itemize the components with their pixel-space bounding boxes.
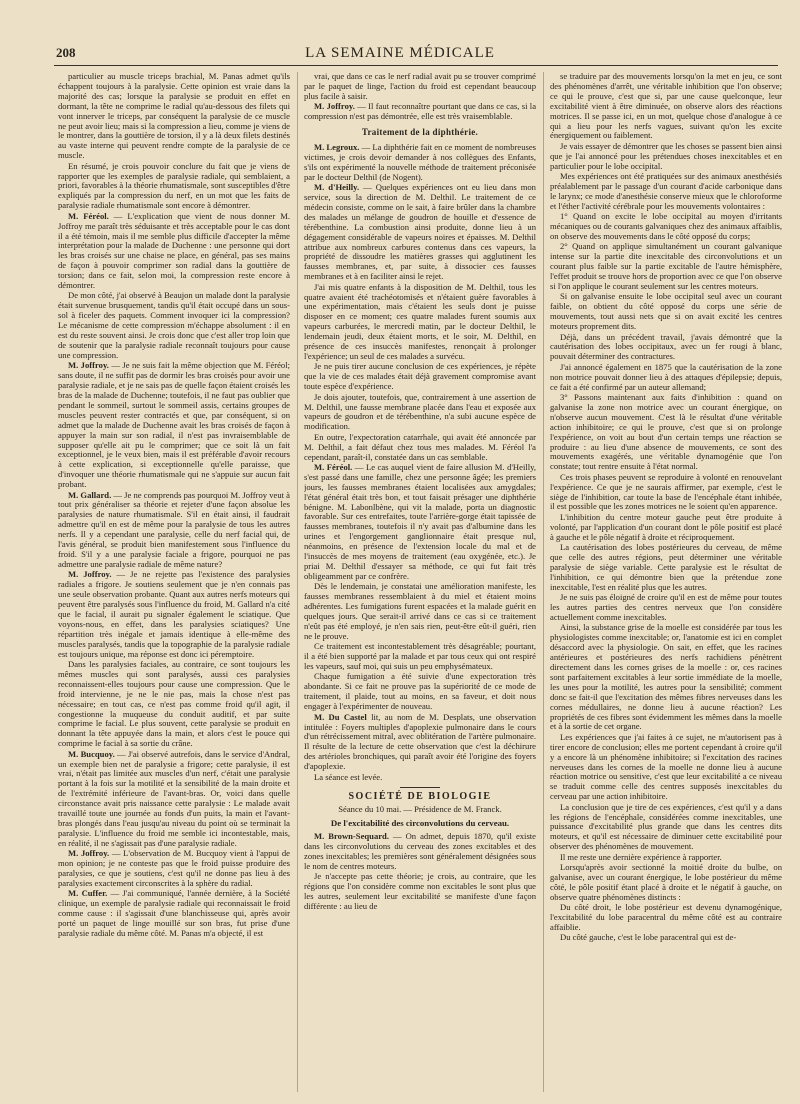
- page-header: [0, 45, 800, 67]
- speaker-name: M. Joffroy.: [68, 360, 109, 371]
- paragraph-text: — Il faut reconnaître pourtant que dans ce cas, si la compression n'est pas démontrée, elle est très vraisemblable.: [304, 101, 536, 122]
- paragraph-text: Chaque fumigation a été suivie d'une expectoration très abondante. Si ce fait ne prouve pas la supériorité de ce mode de traitement, il plaide, tout au moins, en sa faveur, et doit nous engager à l'expérimenter de nouveau.: [304, 671, 536, 712]
- paragraph: [304, 642, 536, 672]
- paragraph-text: vrai, que dans ce cas le nerf radial avait pu se trouver comprimé par le paquet de linge, l'action du froid est cependant beaucoup plus facile à saisir.: [304, 72, 536, 101]
- paragraph: [304, 283, 536, 362]
- paragraph-text: — L'explication que vient de nous donner M. Joffroy me paraît très séduisante et très acceptable pour le cas dont il a été témoin, mais il me semble plus difficile d'accepter la même interprétation pour la malade de Duchenne : une personne qui dort les bras croisés sur une chaise ne place, en général, pas ses mains de façon à pouvoir comprimer son radial dans la gouttière de torsion; dans ce fait, selon moi, la compression reste encore à démontrer.: [58, 210, 290, 291]
- paragraph-text: Ce traitement est incontestablement très désagréable; pourtant, il a été bien supporté par la malade et par tous ceux qui ont respiré les vapeurs, sauf moi, qui suis un peu emphysémateux.: [304, 641, 536, 672]
- paragraph-text: — J'ai communiqué, l'année dernière, à la Société clinique, un exemple de paralysie radiale qui reconnaissait le froid comme cause : il s'agissait d'une blanchisseuse qui, après avoir porté un paquet de linge mouillé sur son bras, fut prise d'une paralysie radiale du même côté. M. Panas m'a objecté, il est: [58, 888, 290, 938]
- paragraph: [304, 872, 536, 912]
- speaker-name: M. Joffroy.: [68, 569, 112, 580]
- speaker-name: M. Bucquoy.: [68, 748, 115, 759]
- subsection-title: De l'excitabilité des circonvolutions du cerveau.: [330, 818, 510, 829]
- paragraph-text: Déjà, dans un précédent travail, j'avais démontré que la cautérisation des lobes occipitaux, avec un fer rougi à blanc, pouvait déterminer des contractures.: [550, 331, 782, 362]
- paragraph-text: 1° Quand on excite le lobe occipital au moyen d'irritants mécaniques ou de courants galvaniques chez des animaux affaiblis, on observe des mouvements dans le côté opposé du corps;: [550, 211, 782, 241]
- paragraph-text: Du côté gauche, c'est le lobe paracentral qui est de-: [560, 932, 737, 943]
- paragraph: [58, 889, 290, 939]
- paragraph: [550, 513, 782, 543]
- speaker-name: M. Joffroy.: [314, 101, 355, 112]
- paragraph-text: 2° Quand on applique simultanément un courant galvanique intense sur la partie dite inexcitable des circonvolutions et un courant plus faible sur la partie excitable de l'autre hémisphère, l'effet produit se trouve hors de proportion avec ce que l'on observe si l'on applique le courant seulement sur les centres moteurs.: [550, 241, 782, 292]
- paragraph: [58, 212, 290, 291]
- paragraph: [304, 393, 536, 433]
- paragraph: [304, 773, 536, 783]
- paragraph: [304, 72, 536, 102]
- paragraph: [304, 143, 536, 183]
- paragraph: [58, 491, 290, 570]
- paragraph: [58, 750, 290, 849]
- paragraph: [550, 142, 782, 172]
- paragraph: [304, 362, 536, 392]
- paragraph-text: Je ne puis tirer aucune conclusion de ces expériences, je répète que la vie de ces malades était déjà gravement compromise avant toute espèce d'expérience.: [304, 361, 536, 392]
- journal-title: LA SEMAINE MÉDICALE: [305, 45, 495, 61]
- paragraph-text: La séance est levée.: [314, 771, 383, 782]
- paragraph-text: J'ai mis quatre enfants à la disposition de M. Delthil, tous les quatre avaient été trachéotomisés et n'étaient guère favorables à une expérimentation, mais c'étaient les seuls dont je puisse disposer en ce moment; ces quatre malades furent soumis aux vapeurs carburées, le mercredi matin, par le docteur Delthil, le lendemain jeudi, deux étaient morts, et le soir, M. Delthil, en présence de ces insuccès manifestes, renonçait à prolonger l'expérience; un seul de ces malades a survécu.: [304, 281, 536, 361]
- paragraph-text: Je vais essayer de démontrer que les choses se passent bien ainsi que je l'ai annoncé pour les prétendues choses inexcitables et en particulier pour le lobe occipital.: [550, 140, 782, 171]
- paragraph: [304, 102, 536, 122]
- paragraph-text: L'inhibition du centre moteur gauche peut être produite à volonté, par l'application d'un courant dont le pôle positif est placé à gauche et le pôle négatif à droite et réciproquement.: [550, 511, 782, 542]
- column-3: [550, 72, 782, 1092]
- paragraph-text: Dès le lendemain, je constatai une amélioration manifeste, les fausses membranes ressemblaient à du miel et étaient moins adhérentes. Les fumigations furent espacées et la malade guérit en quelques jours. Que serait-il arrivé dans ce cas si ce traitement n'eût pas été employé, je n'en sais rien, peut-être eût-il guéri, rien ne le prouve.: [304, 581, 536, 641]
- paragraph: [550, 212, 782, 242]
- speaker-name: M. Cuffer.: [68, 888, 108, 899]
- paragraph: [550, 473, 782, 513]
- session-line: Séance du 10 mai. — Présidence de M. Franck.: [338, 804, 502, 815]
- paragraph: [304, 433, 536, 463]
- paragraph-text: Je ne suis pas éloigné de croire qu'il en est de même pour toutes les autres parties des centres nerveux que l'on considère actuellement comme inexcitables.: [550, 592, 782, 622]
- paragraph-text: Je dois ajouter, toutefois, que, contrairement à une assertion de M. Delthil, une fausse membrane placée dans l'eau et exposée aux vapeurs de goudron et de térébenthine, n'a subi aucune espèce de modification.: [304, 391, 536, 432]
- paragraph: [304, 463, 536, 582]
- column-divider: [297, 72, 298, 1092]
- paragraph-text: — Je ne suis fait la même objection que M. Féréol; sans doute, il ne suffit pas de dormir les bras croisés pour avoir une paralysie radiale, et je ne sais pas de quelle façon étaient croisés les bras de la malade de Duchenne; toutefois, il ne faut pas oublier que pendant le sommeil, surtout le sommeil assis, certains groupes de muscles peuvent rester contractés et que, par conséquent, si on admet que la malade de Duchenne avait les bras croisés de façon à appuyer la main sur son radial, il n'est pas invraisemblable de supposer qu'elle ait pu le comprimer; que ce soit là un fait exceptionnel, je le veux bien, mais il est préférable d'avoir recours à cette explication, si exceptionnelle qu'elle paraisse, que d'invoquer une théorie rhumatismale qui ne s'appuie sur aucun fait probant.: [58, 360, 290, 490]
- paragraph-text: — J'ai observé autrefois, dans le service d'Andral, un exemple bien net de paralysie a frigore; cette paralysie, il est vrai, n'était pas limitée aux muscles d'un nerf, c'était une paralysie portant à la fois sur la motilité et la sensibilité de la main droite et de l'extrémité inférieure de l'avant-bras. Or, voici dans quelle circonstance avait pris naissance cette paralysie : Le malade avait travaillé toute une journée au fonds d'un puits, la main et l'avant-bras plongés dans l'eau jusqu'au niveau du point où se terminait la paralysie. L'influence du froid me semble ici incontestable, mais, en réalité, il ne s'agissait pas d'une paralysie radiale.: [58, 748, 290, 848]
- speaker-name: M. Féréol.: [314, 461, 353, 472]
- paragraph-text: lit, au nom de M. Desplats, une observation intitulée : Foyers multiples d'apoplexie pulmonaire dans le cours d'un rétrécissement mitral, avec oblitération de l'artère pulmonaire. Il résulte de la lecture de cette observation que c'est la déchirure des artérioles bronchiques, qui paraît avoir été l'origine des foyers d'apoplexie.: [304, 711, 536, 772]
- paragraph-text: Je n'accepte pas cette théorie; je crois, au contraire, que les régions que l'on considère comme non excitables le sont plus que les autres, seulement leur excitabilité se manifeste d'une façon différente : au lieu de: [304, 871, 536, 912]
- paragraph-text: Dans les paralysies faciales, au contraire, ce sont toujours les mêmes muscles qui sont paralysés, aussi ces paralysies reconnaissent-elles toujours pour cause une compression. Que le froid intervienne, je ne le nie pas, mais la chose n'est pas nécessaire; en tout cas, ce n'est pas comme froid qu'il agit, il congestionne la muqueuse du conduit auditif, et par suite comprime le facial. Le plus souvent, cette paralysie se produit en donnant la tête appuyée dans la main, et alors c'est le pouce qui comprime le facial à sa sortie du crâne.: [58, 658, 290, 749]
- paragraph-text: — La diphthérie fait en ce moment de nombreuses victimes, je crois devoir demander à nos collègues des Enfants, s'ils ont expérimenté la nouvelle méthode de traitement préconisée par le docteur Delthil (de Nogent).: [304, 141, 536, 182]
- paragraph-text: Lorsqu'après avoir sectionné la moitié droite du bulbe, on galvanise, avec un courant énergique, le lobe postérieur du même côté, le pôle positif étant placé à droite et le négatif à gauche, on observe quatre phénomènes distincts :: [550, 862, 782, 902]
- column-2: [304, 72, 536, 1092]
- paragraph: [304, 672, 536, 712]
- speaker-name: M. Du Castel: [314, 711, 367, 722]
- column-1: [58, 72, 290, 1092]
- paragraph-text: En résumé, je crois pouvoir conclure du fait que je viens de rapporter que les exemples de paralysie radiale, qui semblaient, a priori, favorables à la théorie rhumatismale, sont susceptibles d'être expliqués par la compression du nerf, en un mot que les faits de paralysie radiale rhumatismale sont encore à démontrer.: [58, 160, 290, 211]
- paragraph: [58, 570, 290, 659]
- paragraph-text: Les expériences que j'ai faites à ce sujet, ne m'autorisent pas à tirer encore de conclusion; elles me portent cependant à croire qu'il y a encore là un phénomène inhibitoire; si l'excitation des racines nerveuses dans les cornes de la moelle ne donne lieu à aucune réaction motrice ou sensitive, c'est que leur excitabilité a ce niveau se traduit comme celle des centres supposés inexcitables du cerveau par une action inhibitoire.: [550, 731, 782, 802]
- paragraph: [550, 393, 782, 472]
- speaker-name: M. Legroux.: [314, 141, 360, 152]
- paragraph: [58, 849, 290, 889]
- paragraph: [304, 713, 536, 772]
- society-title: SOCIÉTÉ DE BIOLOGIE: [348, 791, 492, 803]
- paragraph-text: se traduire par des mouvements lorsqu'on la met en jeu, ce sont des phénomènes d'arrêt, une véritable inhibition que l'on observe; ce qui le prouve, c'est que si, par une cause quelconque, leur excitabilité vient à être diminuée, on observe alors des réactions motrices. Il se passe ici, en un mot, quelque chose d'analogue à ce qui a lieu pour les nerfs vagues, suivant qu'on les excite énergiquement ou faiblement.: [550, 72, 782, 141]
- paragraph: [550, 863, 782, 903]
- paragraph-text: — Je ne comprends pas pourquoi M. Joffroy veut à tout prix généraliser sa théorie et rejeter d'une façon absolue les paralysies de nature rhumatismale. S'il en était ainsi, il faudrait admettre qu'il en est de même pour la paralysie de tous les autres nerfs. Il y a cependant une paralysie, celle du nerf facial qui, de l'avis général, se produit bien manifestement sous l'influence du froid. S'il y a une paralysie faciale a frigore, pourquoi ne pas admettre une paralysie radiale de même nature?: [58, 489, 290, 569]
- column-divider: [543, 72, 544, 1092]
- paragraph-text: En outre, l'expectoration catarrhale, qui avait été annoncée par M. Delthil, a fait défaut chez tous mes malades. M. Féréol l'a cependant, paraît-il, constatée dans un cas semblable.: [304, 431, 536, 462]
- paragraph-text: 3° Passons maintenant aux faits d'inhibition : quand on galvanise la zone non motrice avec un courant énergique, on n'observe aucun mouvement. C'est là le résultat d'une véritable action inhibitoire; ce qui le prouve, c'est que si on prolonge l'expérience, on voit au bout d'un certain temps une réaction se produire : au lieu d'une absence de mouvements, ce sont des mouvements exagérés, une véritable dynamogénie que l'on constate; tout rentre ensuite à l'état normal.: [550, 392, 782, 472]
- paragraph: [304, 832, 536, 872]
- paragraph-text: Ainsi, la substance grise de la moelle est considérée par tous les physiologistes comme inexcitable; or, l'anatomie est ici en complet désaccord avec la physiologie. On sait, en effet, que les racines antérieures et postérieures des nerfs rachidiens pénètrent directement dans les cornes grises de la moelle : or, ces racines sont parfaitement excitables à leur sortie immédiate de la moelle, les unes pour la motilité, les autres pour la sensibilité; comment donc se fait-il que l'excitation des mêmes fibres nerveuses dans les cornes médullaires, ne donne lieu à aucune réaction? Les propriétés de ces fibres sont évidemment les mêmes dans la moelle et à la sortie de cet organe.: [550, 622, 782, 732]
- paragraph-text: J'ai annoncé également en 1875 que la cautérisation de la zone non motrice pouvait donner lieu à des attaques d'épilepsie; depuis, ce fait a été confirmé par un auteur allemand;: [550, 361, 782, 392]
- paragraph: [550, 733, 782, 802]
- paragraph-text: Du côté droit, le lobe postérieur est devenu dynamogénique, l'excitabilité du lobe paracentral du même côté est au contraire affaiblie.: [550, 902, 782, 933]
- paragraph: [550, 803, 782, 853]
- speaker-name: M. Féréol.: [68, 210, 109, 221]
- paragraph: [550, 593, 782, 623]
- paragraph-text: La cautérisation des lobes postérieures du cerveau, de même que celle des autres régions, peut déterminer une véritable paralysie de siège variable. Cette paralysie est le résultat de l'inhibition, ce qui démontre bien que la prétendue zone inexcitable, l'est en réalité plus que les autres.: [550, 542, 782, 592]
- paragraph: [550, 172, 782, 212]
- page-number: 208: [56, 45, 76, 60]
- paragraph: [304, 183, 536, 282]
- speaker-name: M. Joffroy.: [68, 848, 110, 859]
- paragraph: [550, 292, 782, 332]
- paragraph: [550, 543, 782, 593]
- paragraph-text: De mon côté, j'ai observé à Beaujon un malade dont la paralysie était survenue brusquement, tandis qu'il était occupé dans un sous-sol à ficeler des paquets. Comment invoquer ici la compression? Le mécanisme de cette compression m'échappe absolument : il en est du reste souvent ainsi. Je crois donc que c'est aller trop loin que de soutenir que la paralysie radiale reconnaît toujours pour cause une compression.: [58, 290, 290, 360]
- paragraph: [550, 623, 782, 732]
- paragraph: [550, 933, 782, 943]
- society-rule: [400, 787, 440, 788]
- paragraph-text: — On admet, depuis 1870, qu'il existe dans les circonvolutions du cerveau des zones excitables et des zones inexcitables; les premières sont généralement désignées sous le nom de centres moteurs.: [304, 831, 536, 871]
- paragraph: [58, 660, 290, 749]
- paragraph: [58, 291, 290, 360]
- paragraph: [304, 582, 536, 641]
- paragraph-text: Ces trois phases peuvent se reproduire à volonté en renouvelant l'expérience. Ce que je ne saurais affirmer, par exemple, c'est le siège de l'inhibition, car toute la base de l'encéphale étant inhibée, il est possible que les zones motrices ne le soient qu'en apparence.: [550, 471, 782, 512]
- speaker-name: M. d'Heilly.: [314, 182, 360, 193]
- section-title: Traitement de la diphthérie.: [361, 127, 479, 138]
- paragraph: [550, 333, 782, 363]
- paragraph-text: particulier au muscle triceps brachial, M. Panas admet qu'ils échappent toujours à la paralysie. Cette opinion est vraie dans la majorité des cas; lorsque la paralysie se produit en effet en dormant, la tête ne comprime le radial qu'au-dessous des filets qui vont innerver le triceps, par conséquent la paralysie de ce muscle ne peut avoir lieu; mais si la compression a lieu, comme je viens de le montrer, dans la gouttière de torsion, il y a là deux filets destinés au vaste interne qui peuvent rendre compte de la paralysie de ce muscle.: [58, 72, 290, 161]
- paragraph: [550, 363, 782, 393]
- text-columns: [58, 72, 782, 1092]
- paragraph-text: La conclusion que je tire de ces expériences, c'est qu'il y a dans les régions de l'encéphale, considérées comme inexcitables, une puissance d'excitabilité plus grande que dans les centres dits moteurs, et qu'il est nécessaire de diminuer cette excitabilité pour observer des phénomènes de mouvement.: [550, 801, 782, 852]
- speaker-name: M. Brown-Sequard.: [314, 831, 389, 842]
- paragraph-text: — Quelques expériences ont eu lieu dans mon service, sous la direction de M. Delthil. Le traitement de ce médecin consiste, comme on le sait, à faire brûler dans la chambre des malades un mélange de goudron de houille et d'essence de térébenthine. La combustion ainsi produite, donne lieu à un dégagement considérable de vapeurs noires et épaisses. M. Delthil attribue aux nombreux carbures contenus dans ces vapeurs, la propriété de dissoudre les matières grasses qui agglutinent les fausses membranes, et, par suite, à dissocier ces fausses membranes et à en faciliter ainsi le rejet.: [304, 182, 536, 282]
- paragraph-text: Mes expériences ont été pratiquées sur des animaux anesthésiés préalablement par le passage d'un courant d'acide carbonique dans le larynx; ce mode d'anesthésie conserve mieux que le chloroforme et l'éther l'activité cérébrale pour les mouvements volontaires :: [550, 171, 782, 211]
- paragraph: [58, 72, 290, 161]
- paragraph: [550, 242, 782, 292]
- paragraph-text: Si on galvanise ensuite le lobe occipital seul avec un courant faible, on obtient du côté opposé du corps une série de mouvements, tout aussi nets que si on avait excité les centres moteurs proprement dits.: [550, 291, 782, 332]
- paragraph-text: Il me reste une dernière expérience à rapporter.: [560, 851, 722, 862]
- paragraph-text: — Le cas auquel vient de faire allusion M. d'Heilly, s'est passé dans une famille, chez une personne âgée; les premiers jours, les fausses membranes étaient localisées aux amygdales; l'état général était très bon, et tout faisait présager une diphthérie bénigne. M. Labonlbène, qui vit la malade, porta un diagnostic favorable. Sur ces entrefaites, toute l'arrière-gorge était tapissée de fausses membranes, toutefois il n'y avait pas d'albumine dans les urines et l'engorgement ganglionnaire était presque nul, néanmoins, en présence de l'extension locale du mal et de l'insuccès de mes moyens de traitement (eau oxygénée, etc.). Je priai M. Delthil d'essayer sa méthode, ce qui fut fait très obligeamment par ce confrère.: [304, 461, 536, 581]
- paragraph: [550, 903, 782, 933]
- paragraph-text: — Je ne rejette pas l'existence des paralysies radiales a frigore. Je soutiens seulement que je n'en connais pas une seule observation probante. Quant aux autres nerfs moteurs qui peuvent être paralysés sous l'influence du froid, M. Gallard n'a cité que le facial, il aurait pu signaler également le sciatique. Que voyons-nous, en effet, dans les paralysies sciatiques? Une répartition très inégale et jamais identique à elle-même des muscles paralysés, tandis que la topographie de la paralysie radiale est toujours unique, ma réponse est donc ici péremptoire.: [58, 569, 290, 659]
- paragraph-text: — L'observation de M. Bucquoy vient à l'appui de mon opinion; je ne conteste pas que le froid puisse produire des paralysies, ce que je soutiens, c'est qu'il ne donne pas lieu à des paralysies exactement circonscrites à la sphère du radial.: [58, 848, 290, 888]
- header-rule: [54, 65, 778, 66]
- speaker-name: M. Gallard.: [68, 489, 112, 500]
- paragraph: [58, 361, 290, 490]
- paragraph: [550, 853, 782, 863]
- paragraph: [550, 72, 782, 141]
- paragraph: [58, 162, 290, 212]
